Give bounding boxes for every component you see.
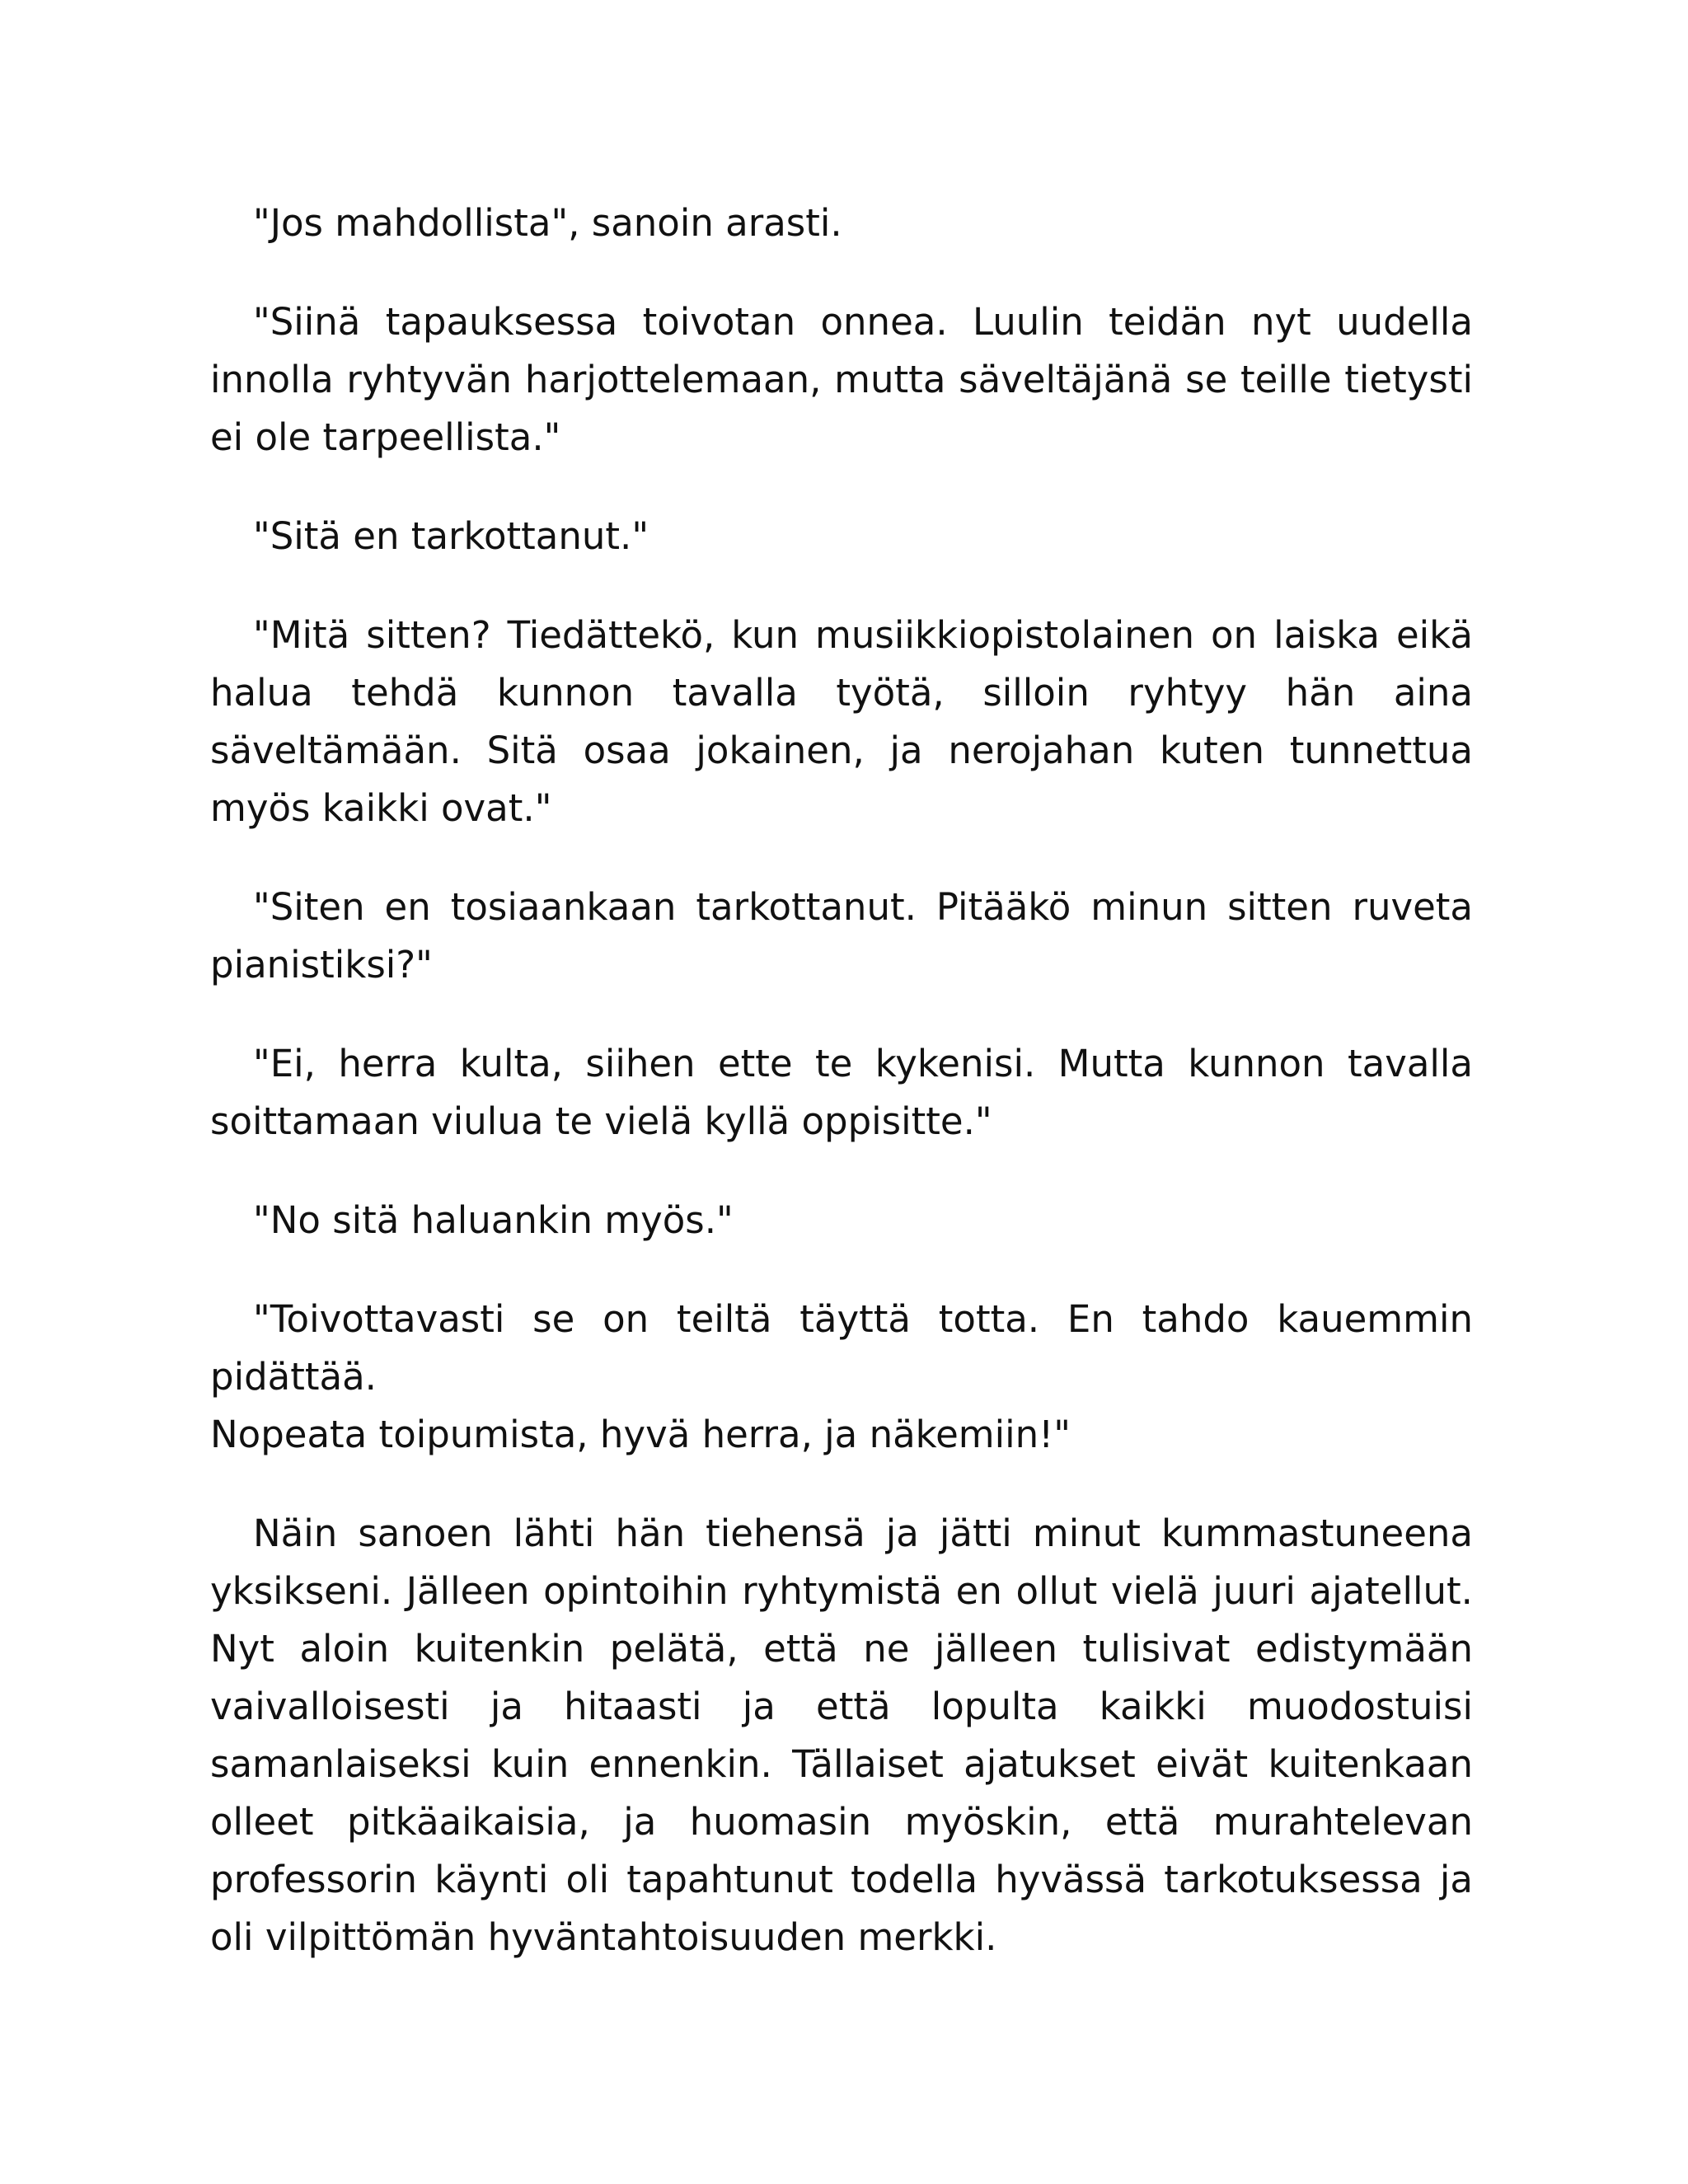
document-page bbox=[210, 194, 1473, 2008]
paragraph-5: "Siten en tosiaankaan tarkottanut. Pitääkö minun sitten ruveta pianistiksi?" bbox=[210, 885, 1473, 987]
paragraph-8-line-2: Nopeata toipumista, hyvä herra, ja näkemiin!" bbox=[210, 1413, 1071, 1456]
paragraph-6: "Ei, herra kulta, siihen ette te kykenisi. Mutta kunnon tavalla soittamaan viulua te vielä kyllä oppisitte." bbox=[210, 1042, 1473, 1143]
paragraph-8 bbox=[210, 1291, 1473, 1464]
paragraph-7: "No sitä haluankin myös." bbox=[253, 1198, 734, 1242]
paragraph-9: Näin sanoen lähti hän tiehensä ja jätti minut kummastuneena yksikseni. Jälleen opintoihin ryhtymistä en ollut vielä juuri ajatellut. Nyt aloin kuitenkin pelätä, että ne jälleen tulisivat edistymään vaivalloisesti ja hitaasti ja että lopulta kaikki muodostuisi samanlaiseksi kuin ennenkin. Tällaiset ajatukset eivät kuitenkaan olleet pitkäaikaisia, ja huomasin myöskin, että murahtelevan professorin käynti oli tapahtunut todella hyvässä tarkotuksessa ja oli vilpittömän hyväntahtoisuuden merkki. bbox=[210, 1511, 1473, 1959]
paragraph-1: "Jos mahdollista", sanoin arasti. bbox=[253, 201, 842, 245]
paragraph-8-line-1: "Toivottavasti se on teiltä täyttä totta. En tahdo kauemmin pidättää. bbox=[210, 1297, 1473, 1399]
paragraph-3: "Sitä en tarkottanut." bbox=[253, 514, 649, 558]
paragraph-2: "Siinä tapauksessa toivotan onnea. Luulin teidän nyt uudella innolla ryhtyvän harjottelemaan, mutta säveltäjänä se teille tietysti ei ole tarpeellista." bbox=[210, 300, 1473, 459]
paragraph-4: "Mitä sitten? Tiedättekö, kun musiikkiopistolainen on laiska eikä halua tehdä kunnon tavalla työtä, silloin ryhtyy hän aina säveltämään. Sitä osaa jokainen, ja nerojahan kuten tunnettua myös kaikki ovat." bbox=[210, 613, 1473, 830]
